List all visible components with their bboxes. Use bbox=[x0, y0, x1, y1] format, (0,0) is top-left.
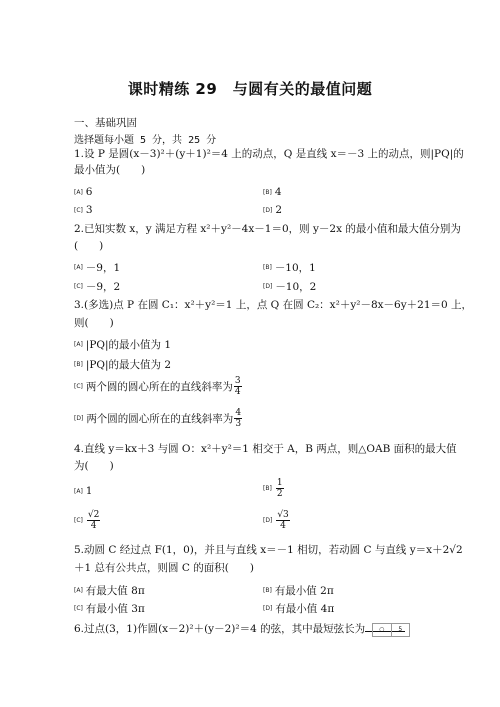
q5-option-c[interactable] bbox=[74, 601, 145, 616]
corner-mark-right: 5 bbox=[398, 626, 403, 633]
question-4-line-1: 4.直线 y＝kx＋3 与圆 O：x²＋y²＝1 相交于 A，B 两点，则△OAB 面积的最大值 bbox=[74, 443, 457, 455]
option-text: 两个圆的圆心所在的直线斜率为 bbox=[85, 381, 233, 393]
option-tag: [A] bbox=[74, 264, 83, 271]
option-tag: [B] bbox=[263, 264, 272, 271]
page-corner-mark bbox=[372, 623, 410, 637]
fraction-denominator: 2 bbox=[276, 489, 283, 499]
option-tag: [A] bbox=[74, 587, 83, 594]
option-tag: [D] bbox=[263, 283, 273, 290]
fraction-numerator: 3 bbox=[234, 376, 241, 386]
option-tag: [B] bbox=[263, 188, 272, 196]
q2-option-d[interactable] bbox=[263, 279, 316, 294]
q1-option-a[interactable] bbox=[74, 186, 92, 198]
option-text: －9，2 bbox=[85, 281, 121, 293]
option-tag: [B] bbox=[263, 587, 272, 594]
option-tag: [D] bbox=[263, 605, 273, 612]
option-text: －10，1 bbox=[274, 262, 316, 274]
q4-option-c[interactable] bbox=[74, 510, 100, 531]
fraction-numerator: √3 bbox=[277, 510, 289, 520]
option-tag: [D] bbox=[74, 415, 84, 422]
question-6 bbox=[74, 621, 405, 637]
fraction-numerator: 4 bbox=[235, 408, 242, 418]
q1-option-c[interactable] bbox=[74, 204, 93, 216]
option-text: 有最小值 4π bbox=[275, 603, 335, 615]
option-tag: [C] bbox=[74, 383, 83, 390]
option-text: 2 bbox=[275, 204, 282, 216]
question-5-line-2: ＋1 总有公共点，则圆 C 的面积( ) bbox=[74, 562, 254, 574]
option-text: 4 bbox=[274, 186, 282, 198]
fraction-numerator: √2 bbox=[87, 510, 100, 520]
option-text: |PQ|的最大值为 2 bbox=[85, 359, 172, 371]
question-4-line-2: 为( ) bbox=[74, 460, 114, 472]
question-2-line-2: ( ) bbox=[74, 240, 104, 252]
score-hint: 选择题每小题 5 分，共 25 分 bbox=[74, 135, 217, 146]
option-text: |PQ|的最小值为 1 bbox=[85, 339, 172, 351]
question-3-line-1: 3.(多选)点 P 在圆 C₁：x²＋y²＝1 上，点 Q 在圆 C₂：x²＋y²－8x－6y＋21＝0 上， bbox=[74, 299, 473, 311]
option-tag: [C] bbox=[74, 517, 83, 524]
fraction bbox=[234, 376, 242, 397]
q1-option-b[interactable] bbox=[263, 186, 282, 198]
option-text: 1 bbox=[85, 485, 93, 497]
fraction-denominator: 4 bbox=[280, 521, 286, 531]
option-tag: [D] bbox=[263, 517, 273, 524]
q5-option-b[interactable] bbox=[263, 583, 334, 598]
section-heading: 一、基础巩固 bbox=[74, 117, 137, 129]
option-tag: [C] bbox=[74, 605, 83, 612]
option-text: －10，2 bbox=[275, 281, 317, 293]
fraction bbox=[234, 408, 242, 429]
option-tag: [C] bbox=[74, 283, 83, 290]
option-text: 3 bbox=[85, 204, 93, 216]
option-tag: [B] bbox=[263, 485, 272, 492]
question-2-line-1: 2.已知实数 x，y 满足方程 x²＋y²－4x－1＝0，则 y－2x 的最小值和最大值分别为 bbox=[74, 223, 461, 235]
question-6-text: 6.过点(3，1)作圆(x－2)²＋(y－2)²＝4 的弦，其中最短弦长为 bbox=[74, 623, 366, 635]
q4-option-d[interactable] bbox=[263, 510, 290, 531]
q4-option-a[interactable] bbox=[74, 485, 92, 497]
fraction-numerator: 1 bbox=[276, 478, 283, 488]
option-tag: [D] bbox=[263, 206, 273, 214]
q1-option-d[interactable] bbox=[263, 204, 282, 216]
option-tag: [C] bbox=[74, 206, 83, 214]
fraction bbox=[276, 510, 289, 531]
q3-option-c[interactable] bbox=[74, 376, 242, 397]
fraction-denominator: 4 bbox=[90, 521, 97, 531]
q5-option-a[interactable] bbox=[74, 583, 145, 598]
option-tag: [A] bbox=[74, 188, 83, 196]
option-text: 两个圆的圆心所在的直线斜率为 bbox=[86, 413, 234, 425]
corner-mark-left: ○ bbox=[373, 624, 392, 636]
q3-option-d[interactable] bbox=[74, 408, 242, 429]
option-tag: [A] bbox=[74, 487, 83, 495]
question-3-line-2: 则( ) bbox=[74, 317, 114, 329]
fraction bbox=[87, 510, 100, 531]
option-text: 有最小值 2π bbox=[274, 585, 334, 597]
q2-option-b[interactable] bbox=[263, 260, 316, 275]
option-text: 有最小值 3π bbox=[85, 603, 145, 615]
fraction-denominator: 4 bbox=[234, 387, 241, 397]
fraction-denominator: 3 bbox=[235, 419, 242, 429]
question-1-line-2: 最小值为( ) bbox=[74, 164, 146, 176]
option-tag: [A] bbox=[74, 341, 83, 348]
question-1-line-1: 1.设 P 是圆(x－3)²＋(y＋1)²＝4 上的动点，Q 是直线 x＝－3 上的动点，则|PQ|的 bbox=[74, 148, 464, 160]
option-tag: [B] bbox=[74, 361, 83, 368]
option-text: －9，1 bbox=[85, 262, 121, 274]
question-5-line-1: 5.动圆 C 经过点 F(1，0)，并且与直线 x＝－1 相切，若动圆 C 与直线 y＝x＋2√2 bbox=[74, 544, 463, 556]
q2-option-c[interactable] bbox=[74, 279, 120, 294]
q3-option-a[interactable] bbox=[74, 337, 171, 352]
q3-option-b[interactable] bbox=[74, 357, 171, 372]
fraction bbox=[276, 478, 284, 499]
page-title: 课时精练 29 与圆有关的最值问题 bbox=[127, 80, 373, 98]
option-text: 6 bbox=[85, 186, 93, 198]
q5-option-d[interactable] bbox=[263, 601, 334, 616]
q4-option-b[interactable] bbox=[263, 478, 284, 499]
option-text: 有最大值 8π bbox=[85, 585, 145, 597]
q2-option-a[interactable] bbox=[74, 260, 120, 275]
